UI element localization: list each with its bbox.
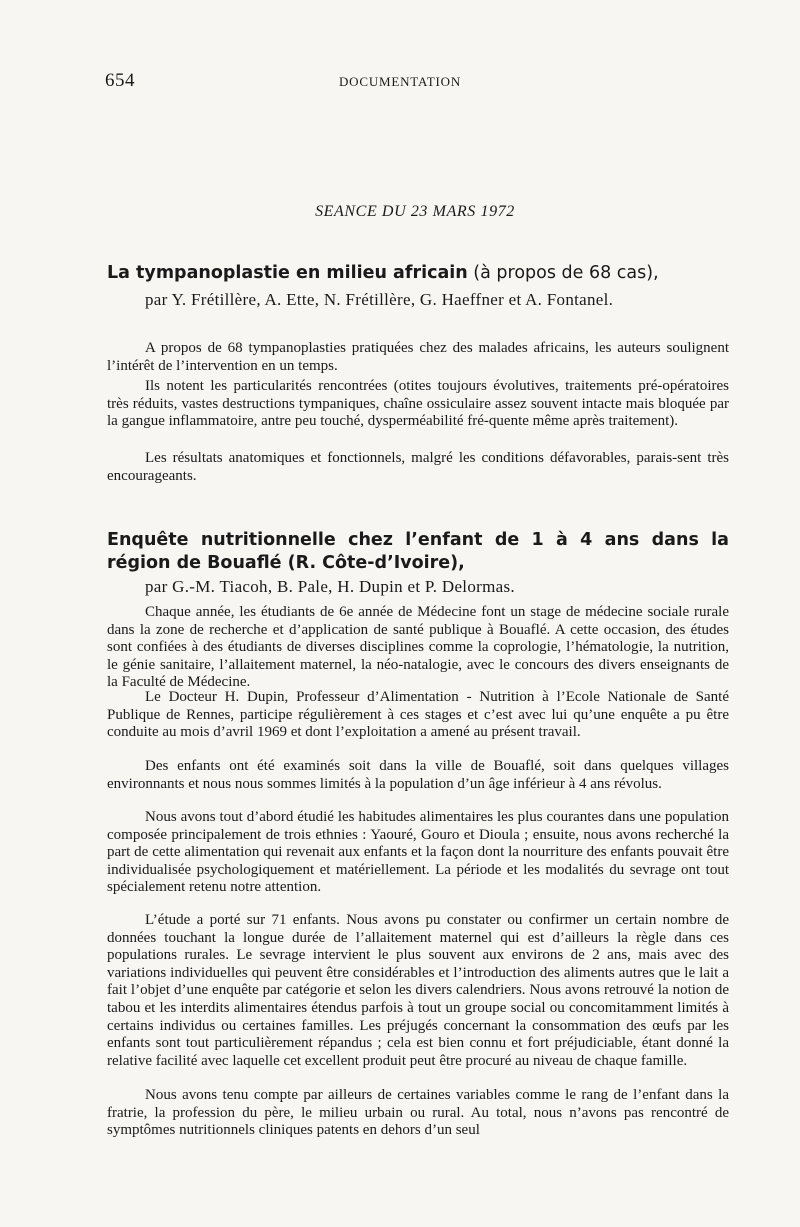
article2-paragraph: Nous avons tenu compte par ailleurs de certaines variables comme le rang de l’enfant dans la fratrie, la profession du père, le milieu urbain ou rural. Au total, nous n’avons pas rencontré de symptômes nutritionnels cliniques patents en dehors d’un seul bbox=[107, 1087, 729, 1139]
article2-paragraph: L’étude a porté sur 71 enfants. Nous avons pu constater ou confirmer un certain nombre de données touchant la longue durée de l’allaitement maternel qui est d’ailleurs la règle dans ces populations rurales. Le sevrage intervient le plus souvent aux environs de 2 ans, mais avec des variations individuelles qui peuvent être considérables et l’introduction des aliments autres que le lait a fait l’objet d’une enquête par catégorie et selon les divers calendriers. Nous avons retrouvé la notion de tabou et les interdits alimentaires étendus parfois à tout un groupe social ou concomitamment limités à certains individus ou certaines familles. Les préjugés concernant la consommation des œufs par les enfants sont tout particulièrement répandus ; cela est bien connu et fort préjudiciable, étant donné la relative facilité avec laquelle cet excellent produit peut être procuré au niveau de chaque famille. bbox=[107, 912, 729, 1069]
running-head: DOCUMENTATION bbox=[338, 74, 462, 89]
article1-title-main: La tympanoplastie en milieu africain bbox=[107, 263, 468, 283]
page-number: 654 bbox=[105, 70, 135, 91]
article2-paragraph: Le Docteur H. Dupin, Professeur d’Alimentation - Nutrition à l’Ecole Nationale de Santé Publique de Rennes, participe régulièrement à ces stages et c’est avec lui qu’une enquête a pu être conduite au mois d’avril 1969 et dont l’exploitation a amené au présent travail. bbox=[107, 689, 729, 741]
article1-title bbox=[107, 262, 729, 285]
article1-paragraph: Ils notent les particularités rencontrées (otites toujours évolutives, traitements pré-opératoires très réduits, vastes destructions tympaniques, chaîne ossiculaire assez souvent intacte mais bloquée par la gangue inflammatoire, antre peu touché, dysperméabilité fré-quente même après traitement). bbox=[107, 378, 729, 430]
article1-paragraph: Les résultats anatomiques et fonctionnels, malgré les conditions défavorables, parais-sent très encourageants. bbox=[107, 450, 729, 484]
article1-authors: par Y. Frétillère, A. Ette, N. Frétillère, G. Haeffner et A. Fontanel. bbox=[145, 290, 614, 309]
article2-paragraph: Chaque année, les étudiants de 6e année de Médecine font un stage de médecine sociale rurale dans la zone de recherche et d’application de santé publique à Bouaflé. A cette occasion, des études sont confiées à des étudiants de diverses disciplines comme la coprologie, l’hématologie, la nutrition, le génie sanitaire, l’allaitement maternel, la néo-natalogie, avec le concours des divers enseignants de la Faculté de Médecine. bbox=[107, 604, 729, 691]
article1-title-rest: (à propos de 68 cas), bbox=[467, 263, 659, 283]
article2-paragraph: Nous avons tout d’abord étudié les habitudes alimentaires les plus courantes dans une population composée principalement de trois ethnies : Yaouré, Gouro et Dioula ; ensuite, nous avons recherché la part de cette alimentation qui revenait aux enfants et la façon dont la nourriture des enfants pouvait être individualisée psychologiquement et matériellement. La période et les modalités du sevrage ont tout spécialement retenu notre attention. bbox=[107, 809, 729, 896]
article2-authors: par G.-M. Tiacoh, B. Pale, H. Dupin et P. Delormas. bbox=[145, 577, 515, 596]
session-date-heading: SEANCE DU 23 MARS 1972 bbox=[315, 203, 515, 220]
article2-title: Enquête nutritionnelle chez l’enfant de 1 à 4 ans dans la région de Bouaflé (R. Côte-d’Ivoire), bbox=[107, 530, 729, 573]
article2-paragraph: Des enfants ont été examinés soit dans la ville de Bouaflé, soit dans quelques villages environnants et nous nous sommes limités à la population d’un âge inférieur à 4 ans révolus. bbox=[107, 758, 729, 792]
article1-paragraph: A propos de 68 tympanoplasties pratiquées chez des malades africains, les auteurs soulignent l’intérêt de l’intervention en un temps. bbox=[107, 340, 729, 374]
